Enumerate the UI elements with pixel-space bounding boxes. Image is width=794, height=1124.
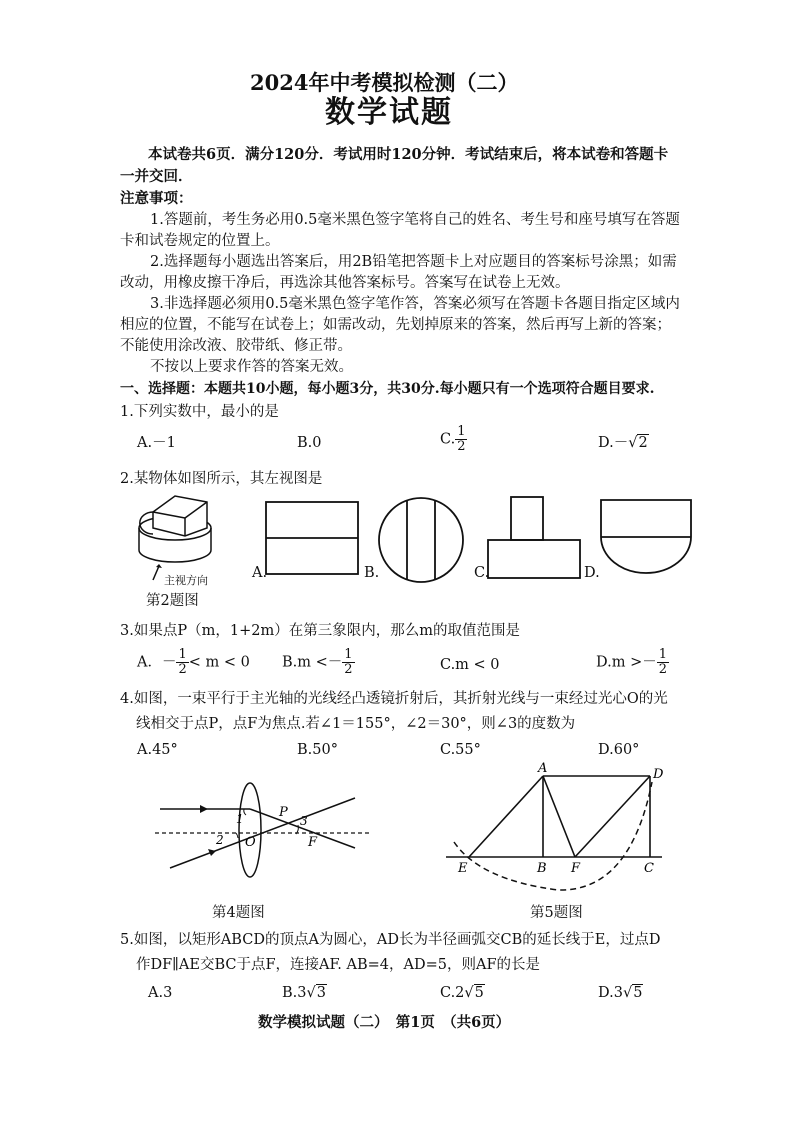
q1-option-d-radicand: 2 — [638, 435, 648, 451]
q5-option-c: C.2√5 — [440, 985, 484, 1001]
subject-title: 数学试题 — [325, 95, 453, 130]
q2-option-d-figure — [600, 499, 692, 575]
q3-option-d: D.m >－ $\frac{1}{2}$ — [596, 647, 668, 677]
note-1a: 1.答题前，考生务必用0.5毫米黑色签字笔将自己的姓名、考生号和座号填写在答题 — [150, 212, 680, 228]
q2-figure-caption: 第2题图 — [146, 593, 199, 609]
q5-rectangle-figure — [440, 762, 675, 902]
q4-label-1: 1 — [236, 812, 244, 826]
q1-option-c — [440, 425, 467, 454]
q4-figure-caption: 第4题图 — [212, 905, 265, 921]
q2-option-a-label: A. — [252, 565, 268, 581]
q3-option-a-fraction: $\frac{1}{2}$ — [178, 647, 187, 677]
note-3a: 3.非选择题必须用0.5毫米黑色签字笔作答，答案必须写在答题卡各题目指定区域内 — [150, 296, 680, 312]
q5-option-d: D.3√5 — [598, 985, 643, 1001]
note-2a: 2.选择题每小题选出答案后，用2B铅笔把答题卡上对应题目的答案标号涂黑；如需 — [150, 254, 677, 270]
q5-label-D: D — [653, 767, 664, 782]
note-3b: 相应的位置，不能写在试卷上；如需改动，先划掉原来的答案，然后再写上新的答案； — [120, 317, 671, 333]
q1-option-a: A.－1 — [137, 435, 176, 451]
q2-option-a-figure — [265, 501, 360, 576]
q5-option-a: A.3 — [148, 985, 173, 1001]
q4-label-3: 3 — [300, 814, 308, 828]
q4-line-2: 线相交于点P，点F为焦点.若∠1＝155°，∠2＝30°，则∠3的度数为 — [136, 716, 576, 732]
intro-line-2: 一并交回． — [120, 168, 193, 185]
q4-option-c: C.55° — [440, 742, 481, 758]
q1-option-d-label: D.－ — [598, 435, 629, 451]
q5-label-A: A — [538, 761, 548, 776]
q4-option-b: B.50° — [297, 742, 338, 758]
note-2b: 改动，用橡皮擦干净后，再选涂其他答案标号。答案写在试卷上无效。 — [120, 275, 570, 291]
q5-label-E: E — [458, 861, 468, 876]
q1-stem: 1.下列实数中，最小的是 — [120, 404, 279, 420]
section-1-heading: 一、选择题：本题共10小题，每小题3分，共30分.每小题只有一个选项符合题目要求. — [120, 381, 655, 397]
page-footer: 数学模拟试题（二） 第1页 （共6页） — [258, 1014, 511, 1031]
q2-option-b-figure — [377, 496, 465, 584]
q4-lens-figure — [150, 778, 380, 878]
q3-stem: 3.如果点P（m，1+2m）在第三象限内，那么m的取值范围是 — [120, 623, 520, 639]
q5-option-b: B.3√3 — [282, 985, 326, 1001]
q5-label-B: B — [537, 861, 547, 876]
q2-option-c-figure — [487, 496, 582, 581]
q4-option-a: A.45° — [137, 742, 178, 758]
q3-option-a: A．－ $\frac{1}{2}$ < m < 0 — [137, 647, 250, 677]
q3-option-b: B.m <－ $\frac{1}{2}$ — [282, 647, 353, 677]
notes-heading: 注意事项： — [120, 190, 193, 207]
q3-option-c: C.m < 0 — [440, 657, 500, 673]
q5-option-c-radicand: 5 — [474, 985, 484, 1001]
q4-label-2: 2 — [216, 833, 224, 847]
q2-option-b-label: B. — [364, 565, 380, 581]
q5-label-C: C — [644, 861, 654, 876]
q5-option-b-radicand: 3 — [316, 985, 326, 1001]
note-4: 不按以上要求作答的答案无效。 — [150, 359, 353, 375]
q4-label-O: O — [245, 835, 256, 850]
q2-option-d-label: D. — [584, 565, 600, 581]
q3-option-d-fraction: $\frac{1}{2}$ — [658, 647, 668, 677]
q5-line-2: 作DF∥AE交BC于点F，连接AF. AB=4，AD=5，则AF的长是 — [136, 957, 541, 973]
q1-option-c-fraction: $\frac{1}{2}$ — [457, 424, 466, 454]
q2-view-direction-label: 主视方向 — [164, 574, 208, 587]
exam-title: 2024年中考模拟检测（二） — [250, 70, 519, 95]
q5-option-d-radicand: 5 — [633, 985, 643, 1001]
q4-label-F: F — [308, 835, 318, 850]
note-3c: 不能使用涂改液、胶带纸、修正带。 — [120, 338, 352, 354]
q4-option-d: D.60° — [598, 742, 640, 758]
q1-option-c-label: C. — [440, 431, 456, 448]
intro-line-1: 本试卷共6页．满分120分．考试用时120分钟．考试结束后，将本试卷和答题卡 — [148, 146, 669, 163]
q5-figure-caption: 第5题图 — [530, 905, 583, 921]
q2-option-c-label: C. — [474, 565, 490, 581]
q5-label-F: F — [571, 861, 581, 876]
q5-line-1: 5.如图，以矩形ABCD的顶点A为圆心，AD长为半径画弧交CB的延长线于E，过点D — [120, 932, 661, 948]
q2-stem: 2.某物体如图所示，其左视图是 — [120, 471, 323, 487]
q3-option-b-fraction: $\frac{1}{2}$ — [344, 647, 353, 677]
q4-label-P: P — [279, 805, 288, 820]
note-1b: 卡和试卷规定的位置上。 — [120, 233, 280, 249]
q4-line-1: 4.如图，一束平行于主光轴的光线经凸透镜折射后，其折射光线与一束经过光心O的光 — [120, 691, 668, 707]
q1-option-d: D.－√2 — [598, 435, 648, 451]
q1-option-b: B.0 — [297, 435, 322, 451]
